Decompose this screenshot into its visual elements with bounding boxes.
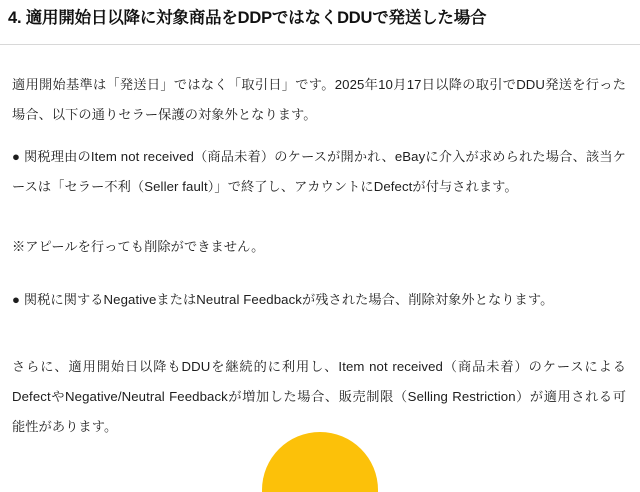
page-title: 4. 適用開始日以降に対象商品をDDPではなくDDUで発送した場合: [8, 9, 487, 27]
title-divider: [0, 44, 640, 45]
paragraph-feedback: ● 関税に関するNegativeまたはNeutral Feedbackが残された場合、削除対象外となります。: [12, 292, 554, 307]
paragraph-selling-restriction: さらに、適用開始日以降もDDUを継続的に利用し、Item not received（商品未着）のケースによるDefectやNegative/Neutral Feedbackが増加した場合、販売制限（Selling Restriction）が適用される可能性があります。: [12, 359, 626, 434]
paragraph-effective-date: 適用開始基準は「発送日」ではなく「取引日」です。2025年10月17日以降の取引でDDU発送を行った場合、以下の通りセラー保護の対象外となります。: [12, 77, 626, 122]
paragraph-appeal-note: ※アピールを行っても削除ができません。: [12, 239, 265, 254]
paragraph-item-not-received: ● 関税理由のItem not received（商品未着）のケースが開かれ、eBayに介入が求められた場合、該当ケースは「セラー不利（Seller fault）」で終了し、アカウントにDefectが付与されます。: [12, 149, 626, 194]
